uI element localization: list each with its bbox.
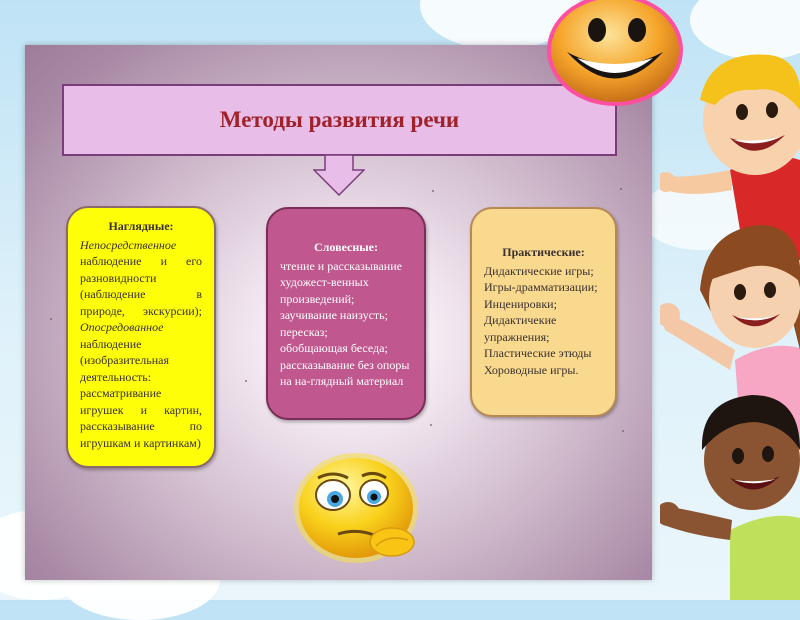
page-title: Методы развития речи xyxy=(219,107,460,132)
visual-method-line: Непосредственное xyxy=(80,237,177,252)
visual-method-line: природе, экскурсии); xyxy=(80,303,202,318)
verbal-method-line: рассказывание без опоры xyxy=(280,357,410,372)
down-arrow-icon xyxy=(313,154,365,196)
visual-methods-card xyxy=(66,206,216,468)
visual-method-line: (изобразительная xyxy=(80,353,169,367)
practical-methods-card xyxy=(470,207,617,417)
practical-methods-heading: Практические: xyxy=(502,245,585,259)
practical-method-line: Дидактические игры; xyxy=(484,263,594,278)
practical-method-line: Инценировки; xyxy=(484,296,557,311)
verbal-method-line: обобщающая беседа; xyxy=(280,341,388,355)
visual-methods-heading: Наглядные: xyxy=(108,219,174,233)
visual-method-line: деятельность: xyxy=(80,369,152,384)
practical-method-line: упражнения; xyxy=(484,329,550,344)
children-illustration-icon xyxy=(660,30,800,600)
verbal-method-line: чтение и рассказывание xyxy=(280,258,402,273)
verbal-method-line: произведений; xyxy=(280,291,355,306)
visual-method-line: разновидности xyxy=(80,270,157,285)
verbal-methods-list xyxy=(280,258,412,390)
thinking-smiley-icon xyxy=(288,450,428,580)
visual-method-line: Опосредованное xyxy=(80,320,164,334)
verbal-method-line: пересказ; xyxy=(280,324,328,339)
visual-method-line: рассказывание по xyxy=(80,419,202,433)
visual-method-line: наблюдение xyxy=(80,336,142,351)
verbal-method-line: художест-венных xyxy=(280,275,369,289)
practical-method-line: Дидактичекие xyxy=(484,313,557,327)
practical-method-line: Игры-драмматизации; xyxy=(484,280,598,294)
practical-method-line: Пластические этюды xyxy=(484,346,592,360)
practical-methods-list xyxy=(484,263,603,379)
verbal-method-line: на на-глядный материал xyxy=(280,374,404,388)
visual-method-line: рассматривание xyxy=(80,386,162,400)
visual-method-line: наблюдение и его xyxy=(80,254,202,268)
verbal-methods-card xyxy=(266,207,426,420)
visual-method-line: (наблюдение в xyxy=(80,287,202,301)
verbal-method-line: заучивание наизусть; xyxy=(280,308,388,322)
verbal-methods-heading: Словесные: xyxy=(314,240,378,254)
visual-method-line: игрушкам и картинкам) xyxy=(80,435,201,450)
title-box xyxy=(62,84,617,156)
visual-method-line: игрушек и картин, xyxy=(80,402,202,417)
visual-methods-list xyxy=(80,237,202,452)
practical-method-line: Хороводные игры. xyxy=(484,362,579,377)
